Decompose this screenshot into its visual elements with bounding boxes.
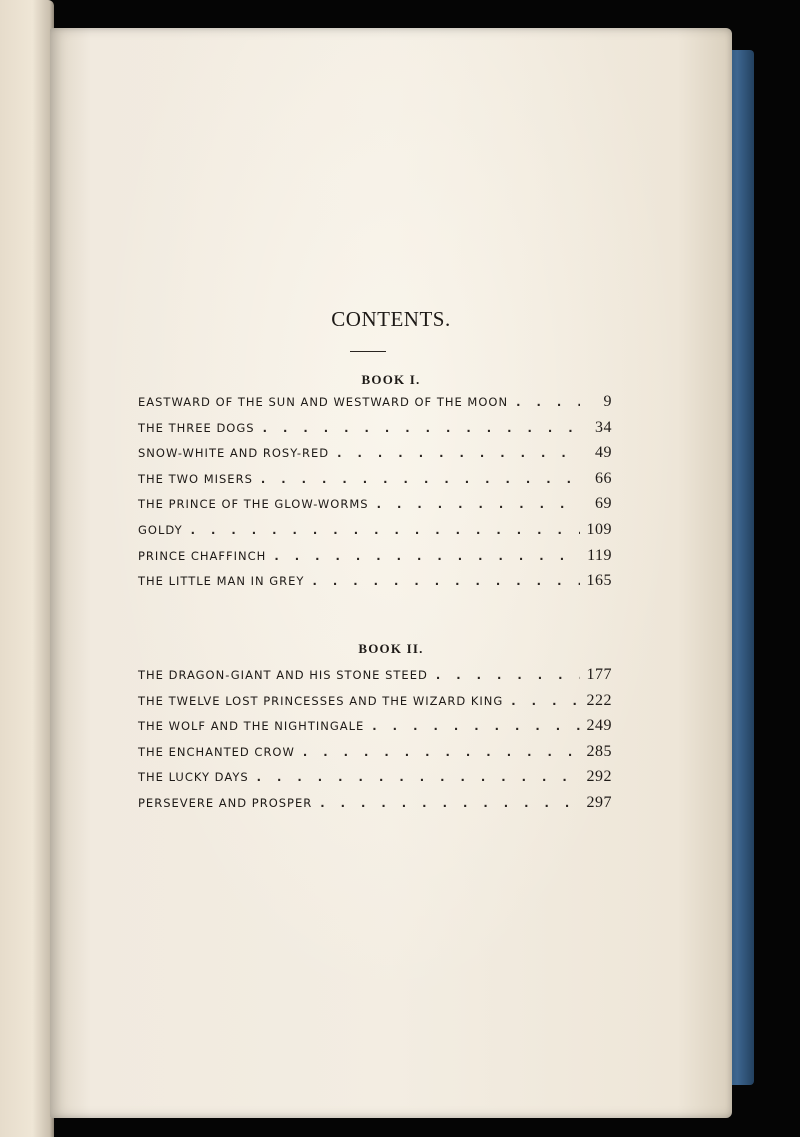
entry-page: 222 (586, 691, 612, 709)
dot-leader (257, 770, 580, 784)
entry-page: 9 (603, 393, 612, 410)
toc-entry[interactable] (138, 572, 612, 598)
entry-title: SNOW-WHITE AND ROSY-RED (138, 446, 330, 461)
dot-leader (263, 421, 580, 435)
entry-title: THE LUCKY DAYS (138, 770, 249, 785)
book-1-entries (138, 393, 612, 598)
entry-title: THE PRINCE OF THE GLOW-WORMS (138, 497, 369, 512)
book-page (50, 28, 732, 1118)
toc-entry[interactable] (138, 666, 612, 692)
toc-entry[interactable] (138, 521, 612, 547)
entry-page: 292 (586, 768, 612, 786)
entry-title: THE WOLF AND THE NIGHTINGALE (138, 719, 365, 734)
dot-leader (511, 694, 580, 708)
dot-leader (191, 523, 580, 537)
toc-entry[interactable] (138, 717, 612, 743)
entry-title: THE ENCHANTED CROW (138, 744, 295, 759)
entry-page: 109 (586, 520, 612, 538)
entry-page: 177 (586, 666, 612, 683)
entry-title: PRINCE CHAFFINCH (138, 548, 267, 563)
left-page-edge (0, 0, 54, 1137)
entry-title: THE THREE DOGS (138, 420, 255, 435)
dot-leader (372, 719, 580, 733)
entry-page: 69 (595, 495, 612, 513)
book-heading-2: BOOK II. (358, 641, 424, 656)
toc-entry[interactable] (138, 444, 612, 470)
entry-page: 297 (586, 793, 612, 811)
entry-title: THE TWELVE LOST PRINCESSES AND THE WIZARD KING (138, 693, 504, 708)
dot-leader (312, 574, 580, 588)
book-heading-1: BOOK I. (361, 372, 421, 387)
entry-page: 34 (595, 418, 612, 436)
toc-entry[interactable] (138, 692, 612, 718)
dot-leader (320, 796, 580, 810)
toc-entry[interactable] (138, 419, 612, 445)
entry-title: EASTWARD OF THE SUN AND WESTWARD OF THE MOON (138, 395, 509, 409)
toc-entry[interactable] (138, 470, 612, 496)
entry-title: GOLDY (138, 522, 183, 537)
entry-title: THE TWO MISERS (138, 471, 253, 486)
dot-leader (274, 549, 580, 563)
entry-title: THE LITTLE MAN IN GREY (138, 574, 305, 589)
contents-title: CONTENTS. (331, 307, 451, 331)
toc-entry[interactable] (138, 794, 612, 820)
entry-page: 66 (595, 469, 612, 487)
entry-page: 249 (586, 717, 612, 735)
entry-title: PERSEVERE AND PROSPER (138, 795, 313, 810)
dot-leader (337, 446, 580, 460)
book-2-entries (138, 666, 612, 820)
dot-leader (261, 472, 580, 486)
toc-entry[interactable] (138, 743, 612, 769)
dot-leader (303, 745, 580, 759)
toc-entry[interactable] (138, 393, 612, 419)
entry-page: 285 (586, 742, 612, 760)
dot-leader (377, 497, 580, 511)
toc-entry[interactable] (138, 495, 612, 521)
dot-leader (516, 395, 580, 409)
entry-page: 165 (586, 572, 612, 590)
entry-page: 49 (595, 444, 612, 462)
entry-page: 119 (587, 546, 612, 564)
toc-entry[interactable] (138, 768, 612, 794)
entry-title: THE DRAGON-GIANT AND HIS STONE STEED (138, 668, 428, 682)
dot-leader (436, 668, 580, 682)
toc-entry[interactable] (138, 547, 612, 573)
title-rule (350, 351, 386, 352)
